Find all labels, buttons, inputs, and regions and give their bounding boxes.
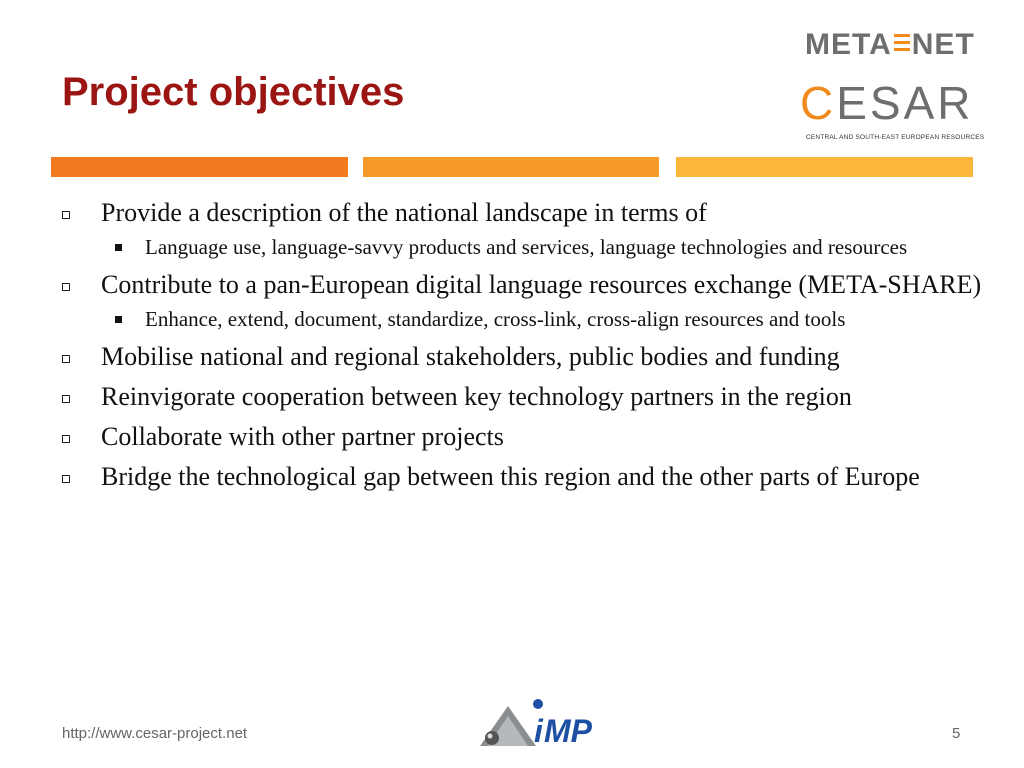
bullet-item (62, 380, 982, 414)
accent-bar-1 (51, 157, 348, 177)
bullet-list (62, 196, 982, 494)
hollow-square-bullet-icon (62, 475, 70, 483)
slide-title: Project objectives (62, 70, 405, 114)
bullet-text: Reinvigorate cooperation between key technology partners in the region (101, 382, 852, 411)
hollow-square-bullet-icon (62, 395, 70, 403)
filled-square-bullet-icon (115, 244, 122, 251)
bullet-item (62, 268, 982, 302)
cesar-logo (800, 77, 974, 129)
footer-url-link[interactable]: http://www.cesar-project.net (62, 725, 248, 742)
bullet-item (62, 460, 982, 494)
meta-net-equals-icon (893, 30, 911, 60)
bullet-text: Collaborate with other partner projects (101, 422, 504, 451)
hollow-square-bullet-icon (62, 211, 70, 219)
bullet-text: Mobilise national and regional stakeholders, public bodies and funding (101, 342, 840, 371)
bullet-item (62, 420, 982, 454)
bullet-item (62, 340, 982, 374)
filled-square-bullet-icon (115, 316, 122, 323)
meta-net-logo (805, 30, 975, 60)
hollow-square-bullet-icon (62, 355, 70, 363)
hollow-square-bullet-icon (62, 283, 70, 291)
accent-bar-2 (363, 157, 659, 177)
cesar-subtitle: CENTRAL AND SOUTH-EAST EUROPEAN RESOURCES (806, 134, 985, 141)
meta-net-logo-right: NET (911, 28, 975, 61)
imp-logo (478, 696, 628, 754)
hollow-square-bullet-icon (62, 435, 70, 443)
imp-logo-text: MP (544, 713, 592, 749)
imp-logo-i: i (534, 713, 543, 749)
bullet-text: Bridge the technological gap between this region and the other parts of Europe (101, 462, 920, 491)
sub-bullet-item (62, 232, 982, 262)
sub-bullet-item (62, 304, 982, 334)
page-number: 5 (952, 725, 961, 742)
cesar-logo-c: C (800, 77, 837, 129)
cesar-logo-rest: ESAR (836, 77, 974, 129)
bullet-item (62, 196, 982, 230)
sub-bullet-text: Enhance, extend, document, standardize, cross-link, cross-align resources and tools (145, 307, 846, 331)
bullet-text: Provide a description of the national landscape in terms of (101, 198, 707, 227)
sub-bullet-text: Language use, language-savvy products and services, language technologies and resources (145, 235, 908, 259)
bullet-text: Contribute to a pan-European digital language resources exchange (META-SHARE) (101, 270, 982, 299)
accent-bar-3 (676, 157, 973, 177)
meta-net-logo-left: META (805, 28, 892, 61)
